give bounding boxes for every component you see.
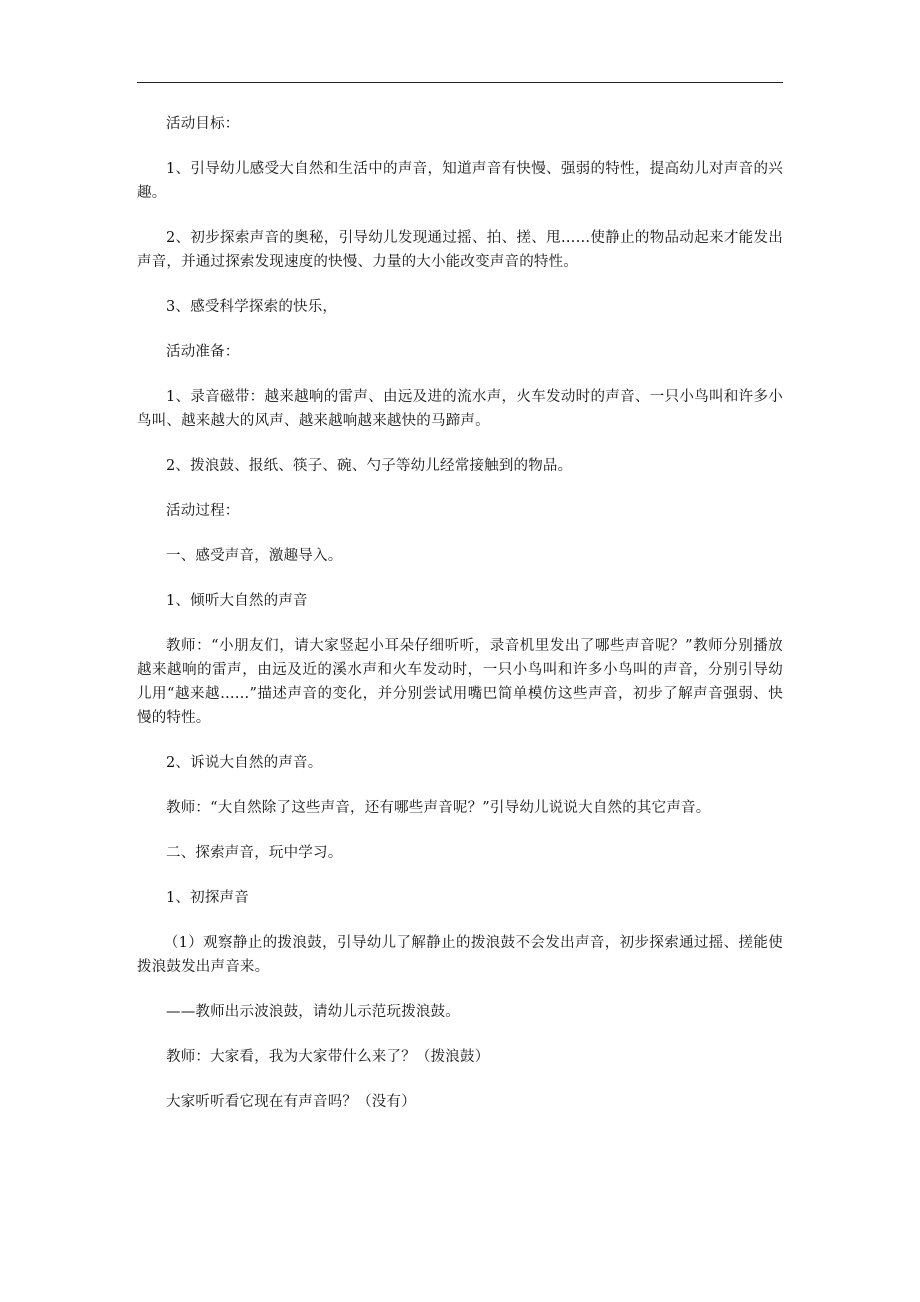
process-substep-2-1-1: （1）观察静止的拨浪鼓，引导幼儿了解静止的拨浪鼓不会发出声音，初步探索通过摇、搓能使拨浪鼓发出声音来。: [137, 935, 783, 975]
teacher-action-note: ——教师出示波浪鼓，请幼儿示范玩拨浪鼓。: [166, 1004, 460, 1020]
process-section-2: 二、探索声音，玩中学习。: [166, 845, 343, 861]
process-step-2-1: 1、初探声音: [166, 890, 249, 906]
process-step-1-1: 1、倾听大自然的声音: [166, 593, 308, 609]
goal-item-1: 1、引导幼儿感受大自然和生活中的声音，知道声音有快慢、强弱的特性，提高幼儿对声音的兴趣。: [137, 161, 783, 201]
heading-activity-process: 活动过程：: [166, 503, 240, 519]
teacher-dialogue-3: 教师：大家看，我为大家带什么来了？（拨浪鼓）: [166, 1049, 490, 1065]
document-body: [137, 112, 783, 1135]
process-section-1: 一、感受声音，激趣导入。: [166, 548, 343, 564]
teacher-dialogue-1: 教师：“小朋友们，请大家竖起小耳朵仔细听听，录音机里发出了哪些声音呢？”教师分别播放越来越响的雷声，由远及近的溪水声和火车发动时，一只小鸟叫和许多小鸟叫的声音，分别引导幼儿用“越来越……”描述声音的变化，并分别尝试用嘴巴简单模仿这些声音，初步了解声音强弱、快慢的特性。: [137, 638, 783, 726]
preparation-item-1: 1、录音磁带：越来越响的雷声、由远及进的流水声，火车发动时的声音、一只小鸟叫和许多小鸟叫、越来越大的风声、越来越响越来越快的马蹄声。: [137, 389, 783, 429]
goal-item-3: 3、感受科学探索的快乐，: [166, 299, 338, 315]
preparation-item-2: 2、拨浪鼓、报纸、筷子、碗、勺子等幼儿经常接触到的物品。: [166, 458, 573, 474]
teacher-dialogue-4: 大家听听看它现在有声音吗？（没有）: [166, 1094, 416, 1110]
heading-activity-goals: 活动目标：: [166, 116, 240, 132]
teacher-dialogue-2: 教师：“大自然除了这些声音，还有哪些声音呢？”引导幼儿说说大自然的其它声音。: [166, 800, 711, 816]
goal-item-2: 2、初步探索声音的奥秘，引导幼儿发现通过摇、拍、搓、甩……使静止的物品动起来才能发出声音，并通过探索发现速度的快慢、力量的大小能改变声音的特性。: [137, 230, 783, 270]
process-step-1-2: 2、诉说大自然的声音。: [166, 755, 323, 771]
header-rule: [137, 82, 783, 83]
heading-activity-preparation: 活动准备：: [166, 344, 240, 360]
